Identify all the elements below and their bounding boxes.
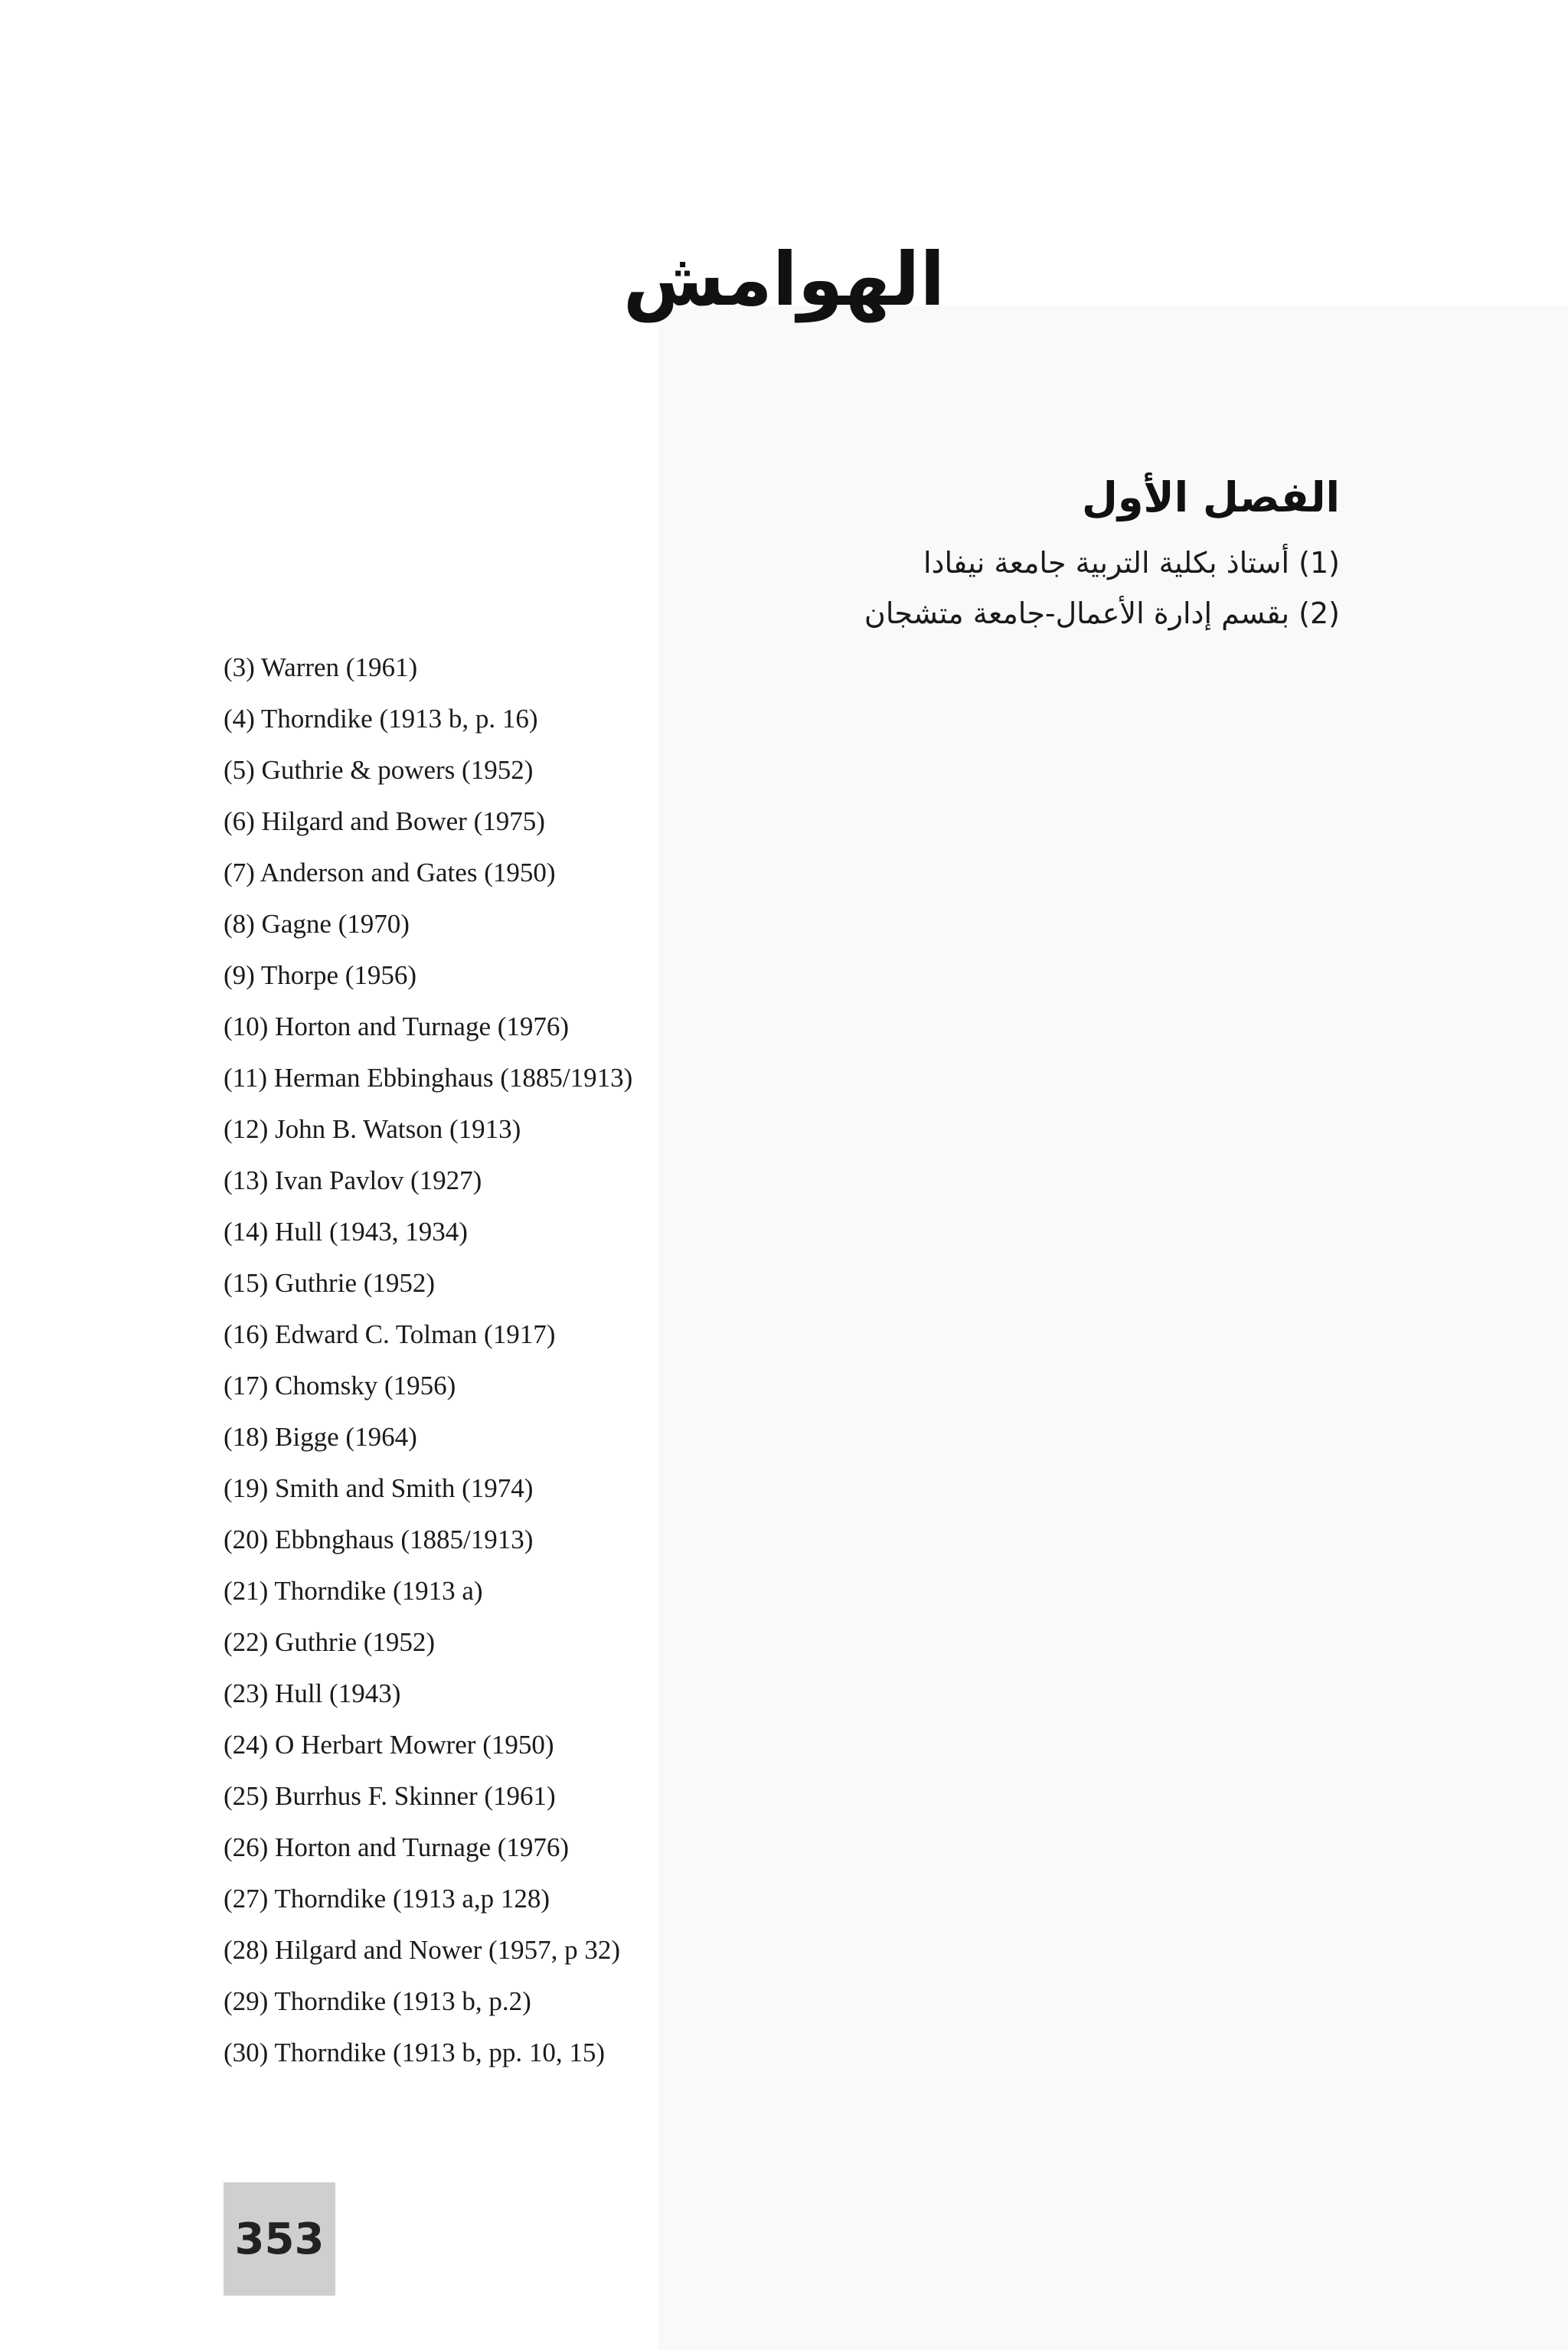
reference-item: (26) Horton and Turnage (1976) xyxy=(224,1832,570,1862)
reference-item: (24) O Herbart Mowrer (1950) xyxy=(224,1730,554,1760)
reference-item: (29) Thorndike (1913 b, p.2) xyxy=(224,1986,531,2016)
reference-item: (3) Warren (1961) xyxy=(224,652,418,682)
reference-item: (21) Thorndike (1913 a) xyxy=(224,1576,483,1606)
arabic-note: (2) بقسم إدارة الأعمال-جامعة متشجان xyxy=(864,596,1340,630)
reference-item: (15) Guthrie (1952) xyxy=(224,1268,436,1298)
reference-item: (27) Thorndike (1913 a,p 128) xyxy=(224,1884,550,1914)
reference-item: (20) Ebbnghaus (1885/1913) xyxy=(224,1525,534,1554)
reference-item: (10) Horton and Turnage (1976) xyxy=(224,1012,570,1041)
reference-item: (4) Thorndike (1913 b, p. 16) xyxy=(224,704,538,734)
reference-item: (14) Hull (1943, 1934) xyxy=(224,1217,468,1247)
reference-item: (9) Thorpe (1956) xyxy=(224,960,417,990)
page-title: الهوامش xyxy=(622,237,946,322)
reference-item: (7) Anderson and Gates (1950) xyxy=(224,858,556,887)
chapter-heading: الفصل الأول xyxy=(1082,473,1340,521)
page-number: 353 xyxy=(224,2182,335,2296)
reference-item: (6) Hilgard and Bower (1975) xyxy=(224,806,545,836)
arabic-note: (1) أستاذ بكلية التربية جامعة نيفادا xyxy=(923,546,1340,580)
reference-item: (19) Smith and Smith (1974) xyxy=(224,1473,534,1503)
reference-item: (16) Edward C. Tolman (1917) xyxy=(224,1319,556,1349)
reference-item: (18) Bigge (1964) xyxy=(224,1422,417,1452)
arabic-notes xyxy=(864,538,1340,639)
reference-item: (5) Guthrie & powers (1952) xyxy=(224,755,534,785)
reference-item: (13) Ivan Pavlov (1927) xyxy=(224,1165,482,1195)
reference-item: (30) Thorndike (1913 b, pp. 10, 15) xyxy=(224,2038,606,2067)
reference-list xyxy=(224,642,632,2078)
reference-item: (23) Hull (1943) xyxy=(224,1678,401,1708)
reference-item: (17) Chomsky (1956) xyxy=(224,1371,456,1401)
reference-item: (28) Hilgard and Nower (1957, p 32) xyxy=(224,1935,621,1965)
reference-item: (12) John B. Watson (1913) xyxy=(224,1114,521,1144)
reference-item: (22) Guthrie (1952) xyxy=(224,1627,436,1657)
reference-item: (25) Burrhus F. Skinner (1961) xyxy=(224,1781,556,1811)
reference-item: (11) Herman Ebbinghaus (1885/1913) xyxy=(224,1063,633,1093)
reference-item: (8) Gagne (1970) xyxy=(224,909,410,939)
